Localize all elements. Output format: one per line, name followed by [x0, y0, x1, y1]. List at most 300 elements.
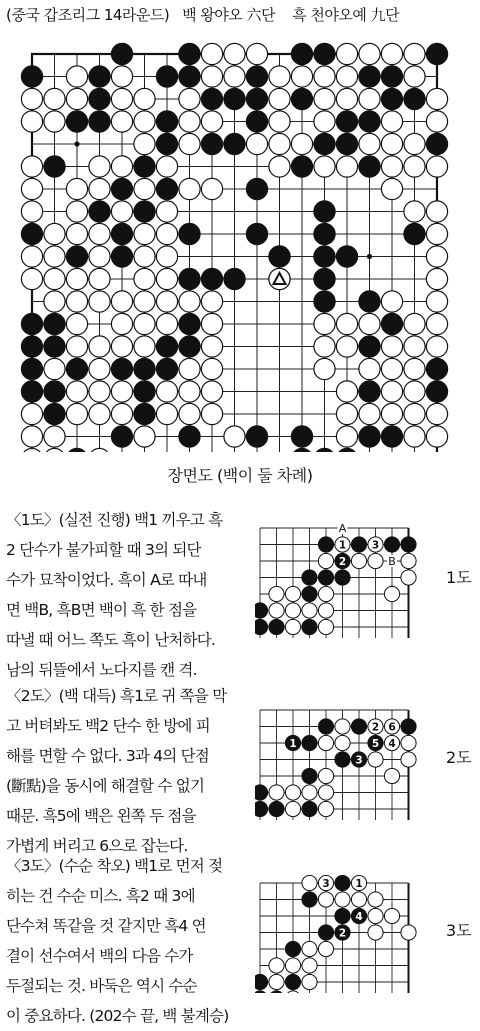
black-player: 흑 천야오예 九단 [292, 6, 400, 24]
white-stone [134, 223, 155, 244]
white-stone [21, 403, 42, 424]
white-stone [21, 111, 42, 132]
black-stone [66, 111, 87, 132]
move-number: 1 [338, 539, 347, 552]
white-stone [21, 178, 42, 199]
white-stone [201, 111, 222, 132]
white-stone [318, 603, 333, 618]
black-stone [336, 133, 357, 154]
black-stone [179, 268, 200, 289]
white-stone [368, 908, 383, 923]
black-stone [156, 358, 177, 379]
white-stone [89, 336, 110, 357]
white-stone [156, 246, 177, 267]
black-stone [255, 603, 268, 618]
black-stone [302, 735, 317, 750]
white-stone [89, 223, 110, 244]
black-stone [201, 133, 222, 154]
white-stone [66, 88, 87, 109]
black-stone [384, 537, 399, 552]
black-stone [66, 246, 87, 267]
white-stone [21, 246, 42, 267]
white-stone [269, 603, 284, 618]
black-stone [246, 223, 267, 244]
diagram-2-heading [6, 681, 246, 711]
diagram-3-board [255, 875, 440, 993]
white-stone [201, 291, 222, 312]
white-stone [111, 156, 132, 177]
paragraph-line: 면 백B, 흑B면 백이 흑 한 점을 [6, 601, 197, 619]
white-stone [111, 111, 132, 132]
white-stone [404, 313, 425, 334]
white-stone [381, 381, 402, 402]
black-stone [134, 358, 155, 379]
white-stone [269, 586, 284, 601]
paragraph-line: 흑1로 귀 쪽을 막 [115, 687, 227, 705]
white-stone [89, 268, 110, 289]
black-stone [269, 991, 284, 993]
white-stone [351, 892, 366, 907]
diagram-2-text [6, 681, 246, 861]
paragraph-line: 백1 끼우고 흑 [129, 511, 223, 529]
black-stone [179, 223, 200, 244]
black-stone [359, 336, 380, 357]
white-stone [21, 156, 42, 177]
white-stone [368, 892, 383, 907]
move-number: 4 [388, 738, 396, 750]
black-stone [156, 178, 177, 199]
black-stone [269, 619, 284, 634]
move-number: 3 [322, 878, 330, 890]
black-stone [224, 88, 245, 109]
black-stone [359, 426, 380, 447]
white-stone [66, 291, 87, 312]
header [6, 4, 476, 25]
white-stone [156, 381, 177, 402]
white-stone [224, 43, 245, 64]
white-stone [318, 553, 333, 568]
white-stone [201, 403, 222, 424]
white-stone [179, 88, 200, 109]
white-stone [335, 719, 350, 734]
white-stone [224, 426, 245, 447]
white-stone [269, 958, 284, 973]
black-stone [89, 66, 110, 87]
black-stone [111, 358, 132, 379]
paragraph-line: 이 중요하다. (202수 끝, 백 불계승) [6, 1007, 229, 1025]
white-stone [66, 201, 87, 222]
black-stone [224, 268, 245, 289]
diagram-heading: 〈3도〉(수순 착오) [6, 857, 130, 875]
white-stone [89, 156, 110, 177]
black-stone [255, 785, 268, 800]
white-stone [66, 381, 87, 402]
white-stone [314, 66, 335, 87]
black-stone [89, 111, 110, 132]
diagram-heading: 〈1도〉(실전 진행) [6, 511, 130, 529]
white-stone [111, 201, 132, 222]
white-stone [44, 268, 65, 289]
white-stone [314, 156, 335, 177]
star-point [367, 254, 372, 259]
white-stone [302, 958, 317, 973]
white-stone [404, 43, 425, 64]
white-stone [66, 336, 87, 357]
white-stone [111, 66, 132, 87]
black-stone [179, 43, 200, 64]
white-stone [89, 178, 110, 199]
black-stone [21, 313, 42, 334]
paragraph-line: 가볍게 버리고 6으로 잡는다. [6, 837, 188, 855]
white-stone [201, 381, 222, 402]
black-stone [314, 246, 335, 267]
white-stone [66, 223, 87, 244]
white-stone [111, 291, 132, 312]
white-stone [318, 586, 333, 601]
white-stone [426, 313, 447, 334]
white-stone [381, 43, 402, 64]
point-label: B [388, 555, 396, 568]
black-stone [134, 403, 155, 424]
black-stone [291, 88, 312, 109]
point-label: A [338, 522, 347, 535]
black-stone [255, 801, 268, 816]
black-stone [111, 246, 132, 267]
black-stone [404, 88, 425, 109]
diagram-3-label: 3도 [446, 921, 472, 940]
diagram-1-board [255, 520, 440, 638]
white-stone [426, 111, 447, 132]
paragraph-line: 백1로 먼저 젖 [129, 857, 223, 875]
white-stone [291, 66, 312, 87]
white-stone [134, 426, 155, 447]
white-stone [384, 586, 399, 601]
white-stone [318, 785, 333, 800]
white-player: 백 왕야오 六단 [182, 6, 276, 24]
black-stone [66, 358, 87, 379]
white-stone [318, 892, 333, 907]
black-stone [44, 313, 65, 334]
white-stone [426, 201, 447, 222]
white-stone [404, 426, 425, 447]
white-stone [179, 403, 200, 424]
paragraph-line: 결이 선수여서 백의 다음 수가 [6, 947, 193, 965]
black-stone [246, 426, 267, 447]
white-stone [384, 908, 399, 923]
white-stone [426, 246, 447, 267]
white-stone [314, 336, 335, 357]
black-stone [314, 291, 335, 312]
black-stone [89, 201, 110, 222]
black-stone [21, 223, 42, 244]
black-stone [401, 719, 416, 734]
white-stone [156, 313, 177, 334]
diagram-1-heading [6, 505, 246, 535]
white-stone [89, 403, 110, 424]
black-stone [351, 719, 366, 734]
diagram-3-text [6, 851, 246, 1031]
white-stone [66, 178, 87, 199]
white-stone [179, 178, 200, 199]
black-stone [401, 537, 416, 552]
white-stone [404, 133, 425, 154]
white-stone [404, 156, 425, 177]
black-stone [314, 133, 335, 154]
white-stone [426, 223, 447, 244]
white-stone [156, 156, 177, 177]
white-stone [179, 111, 200, 132]
white-stone [302, 603, 317, 618]
white-stone [426, 291, 447, 312]
white-stone [426, 156, 447, 177]
white-stone [224, 66, 245, 87]
white-stone [285, 603, 300, 618]
black-stone [255, 619, 268, 634]
black-stone [314, 268, 335, 289]
white-stone [351, 553, 366, 568]
white-stone [134, 133, 155, 154]
black-stone [381, 426, 402, 447]
move-number: 2 [338, 927, 347, 940]
black-stone [302, 619, 317, 634]
white-stone [336, 156, 357, 177]
black-stone [111, 223, 132, 244]
black-stone [179, 336, 200, 357]
black-stone [302, 570, 317, 585]
white-stone [335, 735, 350, 750]
white-stone [404, 403, 425, 424]
black-stone [21, 381, 42, 402]
black-stone [318, 719, 333, 734]
white-stone [381, 178, 402, 199]
black-stone [156, 111, 177, 132]
white-stone [201, 43, 222, 64]
white-stone [302, 974, 317, 989]
black-stone [335, 875, 350, 890]
white-stone [89, 448, 110, 452]
board-caption: 장면도 (백이 둘 차례) [167, 466, 313, 485]
white-stone [44, 223, 65, 244]
black-stone [314, 448, 335, 452]
white-stone [246, 133, 267, 154]
white-stone [381, 133, 402, 154]
black-stone [21, 336, 42, 357]
white-stone [291, 133, 312, 154]
black-stone [318, 537, 333, 552]
white-stone [426, 268, 447, 289]
black-stone [44, 336, 65, 357]
white-stone [134, 111, 155, 132]
black-stone [179, 313, 200, 334]
white-stone [285, 586, 300, 601]
white-stone [359, 133, 380, 154]
black-stone [111, 426, 132, 447]
white-stone [336, 381, 357, 402]
black-stone [359, 291, 380, 312]
white-stone [269, 156, 290, 177]
diagram-2-board [255, 702, 440, 820]
paragraph-line: (斷點)을 동시에 해결할 수 없기 [6, 777, 205, 795]
white-stone [302, 785, 317, 800]
paragraph-line: 고 버텨봐도 백2 단수 한 방에 피 [6, 717, 210, 735]
white-stone [111, 313, 132, 334]
white-stone [401, 553, 416, 568]
white-stone [426, 336, 447, 357]
white-stone [336, 313, 357, 334]
white-stone [44, 291, 65, 312]
black-stone [111, 43, 132, 64]
black-stone [201, 88, 222, 109]
white-stone [89, 381, 110, 402]
white-stone [314, 88, 335, 109]
white-stone [381, 156, 402, 177]
white-stone [134, 246, 155, 267]
black-stone [156, 66, 177, 87]
black-stone [179, 426, 200, 447]
white-stone [336, 336, 357, 357]
black-stone [285, 974, 300, 989]
white-stone [404, 381, 425, 402]
white-stone [336, 403, 357, 424]
black-stone [336, 448, 357, 452]
white-stone [401, 735, 416, 750]
black-stone [335, 570, 350, 585]
white-stone [359, 43, 380, 64]
white-stone [381, 291, 402, 312]
black-stone [246, 66, 267, 87]
white-stone [404, 336, 425, 357]
black-stone [318, 570, 333, 585]
white-stone [201, 336, 222, 357]
white-stone [318, 735, 333, 750]
black-stone [302, 768, 317, 783]
black-stone [269, 246, 290, 267]
white-stone [318, 941, 333, 956]
black-stone [335, 908, 350, 923]
paragraph-line: 따낼 때 어느 쪽도 흑이 난처하다. [6, 631, 216, 649]
white-stone [359, 358, 380, 379]
black-stone [426, 381, 447, 402]
white-stone [21, 426, 42, 447]
black-stone [134, 156, 155, 177]
black-stone [21, 66, 42, 87]
white-stone [359, 313, 380, 334]
white-stone [269, 66, 290, 87]
white-stone [179, 291, 200, 312]
black-stone [359, 111, 380, 132]
white-stone [426, 88, 447, 109]
move-number: 5 [371, 738, 380, 750]
white-stone [336, 88, 357, 109]
white-stone [302, 875, 317, 890]
black-stone [156, 133, 177, 154]
black-stone [302, 801, 317, 816]
white-stone [269, 111, 290, 132]
move-number: 1 [289, 738, 297, 750]
black-stone [359, 156, 380, 177]
black-stone [134, 201, 155, 222]
black-stone [302, 892, 317, 907]
white-stone [111, 381, 132, 402]
black-stone [426, 358, 447, 379]
white-stone [134, 336, 155, 357]
black-stone [359, 66, 380, 87]
black-stone [246, 88, 267, 109]
diagram-3-heading [6, 851, 246, 881]
black-stone [285, 941, 300, 956]
black-stone [359, 381, 380, 402]
white-stone [246, 43, 267, 64]
white-stone [134, 313, 155, 334]
white-stone [404, 358, 425, 379]
white-stone [156, 201, 177, 222]
black-stone [66, 448, 87, 452]
white-stone [426, 426, 447, 447]
black-stone [201, 268, 222, 289]
white-stone [89, 246, 110, 267]
black-stone [381, 88, 402, 109]
paragraph-line: 2 단수가 불가피할 때 3의 되단 [6, 541, 201, 559]
paragraph-line: 단수쳐 똑같을 것 같지만 흑4 연 [6, 917, 206, 935]
black-stone [224, 133, 245, 154]
move-number: 2 [371, 721, 380, 734]
white-stone [404, 201, 425, 222]
black-stone [44, 403, 65, 424]
white-stone [359, 403, 380, 424]
black-stone [336, 246, 357, 267]
white-stone [285, 991, 300, 993]
white-stone [302, 941, 317, 956]
black-stone [246, 111, 267, 132]
white-stone [44, 246, 65, 267]
black-stone [134, 381, 155, 402]
black-stone [89, 88, 110, 109]
black-stone [314, 43, 335, 64]
white-stone [381, 336, 402, 357]
black-stone [179, 66, 200, 87]
white-stone [44, 358, 65, 379]
white-stone [156, 223, 177, 244]
white-stone [285, 801, 300, 816]
white-stone [314, 358, 335, 379]
paragraph-line: 두절되는 것. 바둑은 역시 수순 [6, 977, 197, 995]
white-stone [269, 974, 284, 989]
white-stone [111, 403, 132, 424]
black-stone [44, 156, 65, 177]
white-stone [44, 111, 65, 132]
white-stone [269, 785, 284, 800]
white-stone [336, 43, 357, 64]
white-stone [89, 291, 110, 312]
white-stone [314, 313, 335, 334]
black-stone [318, 925, 333, 940]
star-point [74, 141, 79, 146]
white-stone [269, 133, 290, 154]
white-stone [66, 268, 87, 289]
white-stone [134, 268, 155, 289]
white-stone [318, 619, 333, 634]
black-stone [404, 223, 425, 244]
white-stone [44, 426, 65, 447]
white-stone [285, 785, 300, 800]
white-stone [156, 268, 177, 289]
white-stone [401, 752, 416, 767]
white-stone [336, 426, 357, 447]
move-number: 1 [355, 878, 363, 890]
white-stone [384, 768, 399, 783]
black-stone [291, 43, 312, 64]
main-go-board [17, 42, 463, 452]
